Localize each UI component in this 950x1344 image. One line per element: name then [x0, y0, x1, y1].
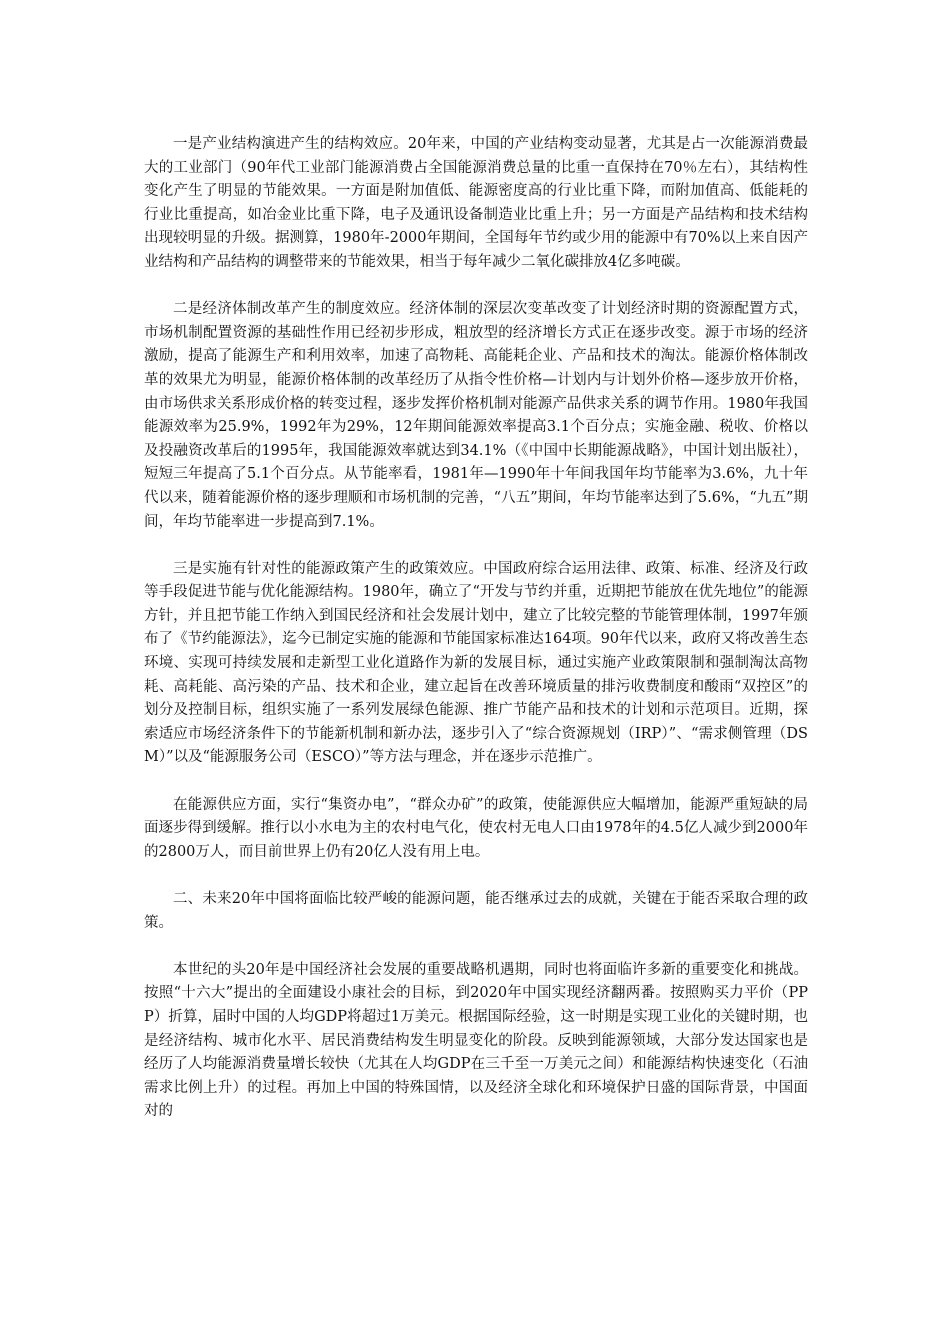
paragraph-industrial-structure: 一是产业结构演进产生的结构效应。20年来，中国的产业结构变动显著，尤其是占一次能源消费最大的工业部门（90年代工业部门能源消费占全国能源消费总量的比重一直保持在70％左右），其结构性变化产生了明显的节能效果。一方面是附加值低、能源密度高的行业比重下降，而附加值高、低能耗的行业比重提高，如冶金业比重下降，电子及通讯设备制造业比重上升；另一方面是产品结构和技术结构出现较明显的升级。据测算，1980年-2000年期间，全国每年节约或少用的能源中有70%以上来自因产业结构和产品结构的调整带来的节能效果，相当于每年减少二氧化碳排放4亿多吨碳。 [144, 136, 808, 270]
paragraph-energy-policy: 三是实施有针对性的能源政策产生的政策效应。中国政府综合运用法律、政策、标准、经济及行政等手段促进节能与优化能源结构。1980年，确立了“开发与节约并重，近期把节能放在优先地位”的能源方针，并且把节能工作纳入到国民经济和社会发展计划中，建立了比较完整的节能管理体制，1997年颁布了《节约能源法》，迄今已制定实施的能源和节能国家标准达164项。90年代以来，政府又将改善生态环境、实现可持续发展和走新型工业化道路作为新的发展目标，通过实施产业政策限制和强制淘汰高物耗、高耗能、高污染的产品、技术和企业，建立起旨在改善环境质量的排污收费制度和酸雨“双控区”的划分及控制目标，组织实施了一系列发展绿色能源、推广节能产品和技术的计划和示范项目。近期，探索适应市场经济条件下的节能新机制和新办法，逐步引入了“综合资源规划（IRP）”、“需求侧管理（DSM）”以及“能源服务公司（ESCO）”等方法与理念，并在逐步示范推广。 [144, 560, 808, 766]
paragraph-energy-supply: 在能源供应方面，实行“集资办电”，“群众办矿”的政策，使能源供应大幅增加，能源严重短缺的局面逐步得到缓解。推行以小水电为主的农村电气化，使农村无电人口由1978年的4.5亿人减少到2000年的2800万人，而目前世界上仍有20亿人没有用上电。 [144, 796, 808, 860]
section-heading-future-challenges: 二、未来20年中国将面临比较严峻的能源问题，能否继承过去的成就，关键在于能否采取合理的政策。 [144, 891, 808, 931]
paragraph-economic-reform: 二是经济体制改革产生的制度效应。经济体制的深层次变革改变了计划经济时期的资源配置方式，市场机制配置资源的基础性作用已经初步形成，粗放型的经济增长方式正在逐步改变。源于市场的经济激励，提高了能源生产和利用效率，加速了高物耗、高能耗企业、产品和技术的淘汰。能源价格体制改革的效果尤为明显，能源价格体制的改革经历了从指令性价格—计划内与计划外价格—逐步放开价格，由市场供求关系形成价格的转变过程，逐步发挥价格机制对能源产品供求关系的调节作用。1980年我国能源效率为25.9%，1992年为29%，12年期间能源效率提高3.1个百分点；实施金融、税收、价格以及投融资改革后的1995年，我国能源效率就达到34.1%（《中国中长期能源战略》，中国计划出版社），短短三年提高了5.1个百分点。从节能率看，1981年—1990年十年间我国年均节能率为3.6%，九十年代以来，随着能源价格的逐步理顺和市场机制的完善，“八五”期间，年均节能率达到了5.6%，“九五”期间，年均节能率进一步提高到7.1%。 [144, 301, 808, 530]
document-body [144, 133, 808, 1148]
paragraph-strategic-period: 本世纪的头20年是中国经济社会发展的重要战略机遇期，同时也将面临许多新的重要变化和挑战。按照“十六大”提出的全面建设小康社会的目标，到2020年中国实现经济翻两番。按照购买力平价（PPP）折算，届时中国的人均GDP将超过1万美元。根据国际经验，这一时期是实现工业化的关键时期，也是经济结构、城市化水平、居民消费结构发生明显变化的阶段。反映到能源领域，大部分发达国家也是经历了人均能源消费量增长较快（尤其在人均GDP在三千至一万美元之间）和能源结构快速变化（石油需求比例上升）的过程。再加上中国的特殊国情，以及经济全球化和环境保护日盛的国际背景，中国面对的 [144, 961, 808, 1120]
